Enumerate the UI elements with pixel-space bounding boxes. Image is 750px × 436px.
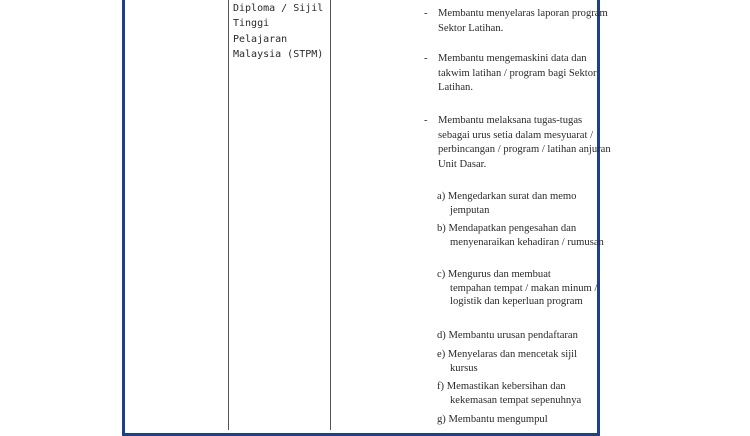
subtask-text: Membantu urusan pendaftaran xyxy=(448,330,578,341)
subtask-marker: f) xyxy=(437,381,445,392)
table-column-divider xyxy=(330,0,331,430)
subtask-item xyxy=(437,222,622,249)
subtask-marker: g) xyxy=(437,414,446,425)
dash-bullet: - xyxy=(424,115,428,126)
subtask-marker: e) xyxy=(437,349,446,360)
subtask-text: Menyelaras dan mencetak sijil xyxy=(447,349,578,360)
subtask-text: Mengurus dan membuat xyxy=(447,269,551,280)
subtask-item xyxy=(437,380,622,407)
subtask-text: Mengedarkan surat dan memo xyxy=(447,191,577,202)
duty-text: Membantu mengemaskini data dan takwim latihan / program bagi Sektor Latihan. xyxy=(438,53,597,94)
subtask-item xyxy=(437,348,622,375)
subtask-item xyxy=(437,190,622,217)
subtask-text-cont: kekemasan tempat sepenuhnya xyxy=(450,394,582,406)
subtask-marker: c) xyxy=(437,269,446,280)
subtask-marker: a) xyxy=(437,191,446,202)
subtask-text-cont: jemputan xyxy=(450,204,490,216)
subtask-text-cont: tempahan tempat / makan minum / logistik dan keperluan program xyxy=(450,282,598,308)
subtask-item xyxy=(437,268,622,309)
subtask-text: Membantu mengumpul xyxy=(448,414,548,425)
subtask-text: Mendapatkan pengesahan dan xyxy=(448,223,577,234)
duty-text: Membantu melaksana tugas-tugas sebagai urus setia dalam mesyuarat / perbincangan / program / latihan anjuran Unit Dasar. xyxy=(438,115,611,170)
subtask-item xyxy=(437,413,622,427)
subtask-marker: d) xyxy=(437,330,446,341)
subtask-text: Memastikan kebersihan dan xyxy=(446,381,566,392)
qualification-cell: Diploma / Sijil Tinggi Pelajaran Malaysia (STPM) xyxy=(233,3,324,61)
dash-bullet: - xyxy=(424,8,428,19)
table-column-divider xyxy=(228,0,229,430)
subtask-text-cont: menyenaraikan kehadiran / rumusan xyxy=(450,236,604,248)
subtask-text-cont: kursus xyxy=(450,362,478,374)
dash-bullet: - xyxy=(424,53,428,64)
subtask-item xyxy=(437,329,622,343)
duty-text: Membantu menyelaras laporan program Sektor Latihan. xyxy=(438,8,608,34)
subtask-marker: b) xyxy=(437,223,446,234)
